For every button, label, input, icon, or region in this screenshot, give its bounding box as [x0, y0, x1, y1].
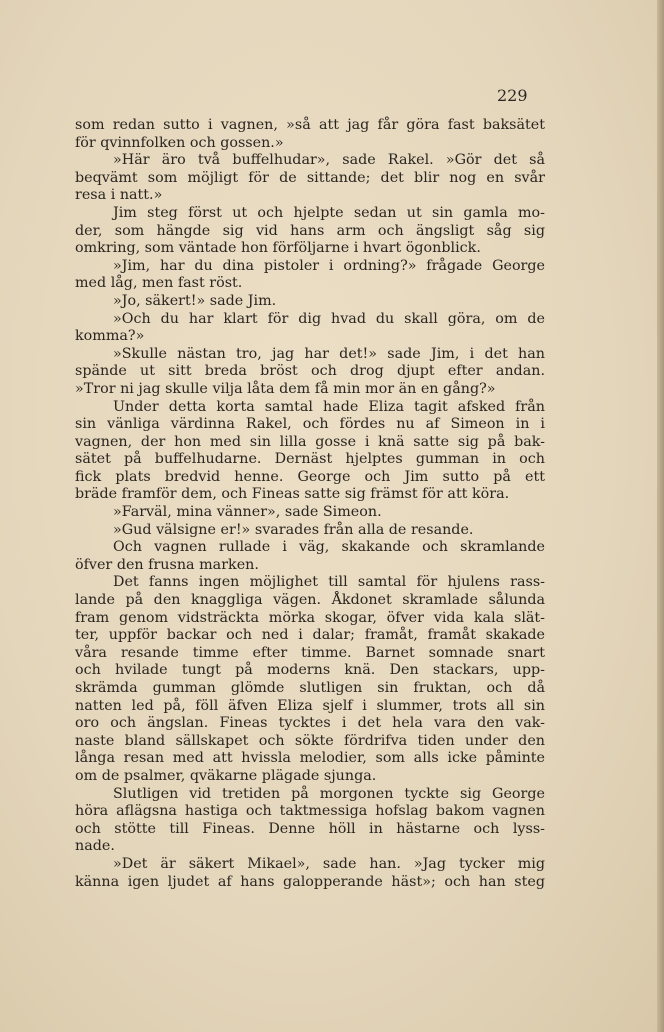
text-line: med låg, men fast röst. [75, 275, 243, 292]
page-edge [657, 0, 664, 1032]
text-line: »Det är säkert Mikael», sade han. »Jag tycker mig [113, 855, 545, 872]
text-line: beqvämt som möjligt för de sittande; det blir nog en svår [75, 169, 545, 186]
text-line: om de psalmer, qväkarne plägade sjunga. [75, 767, 377, 784]
text-line: höra aflägsna hastiga och taktmessiga hofslag bakom vagnen [75, 803, 545, 820]
text-line: fick plats bredvid henne. George och Jim sutto på ett [75, 468, 545, 485]
text-line: naste bland sällskapet och sökte fördrifva tiden under den [75, 732, 545, 749]
text-line: »Jim, har du dina pistoler i ordning?» frågade George [113, 257, 545, 274]
text-line: oro och ängslan. Fineas tycktes i det hela vara den vak- [75, 715, 545, 732]
text-line: komma?» [75, 328, 145, 345]
text-line: »Farväl, mina vänner», sade Simeon. [113, 504, 382, 521]
text-line: »Här äro två buffelhudar», sade Rakel. »Gör det så [113, 152, 545, 169]
text-line: der, som hängde sig vid hans arm och ängsligt såg sig [75, 222, 545, 239]
text-line: långa resan med att hvissla melodier, som alls icke påminte [75, 750, 545, 767]
text-line: våra resande timme efter timme. Barnet somnade snart [75, 644, 545, 661]
text-line: »Tror ni jag skulle vilja låta dem få min mor än en gång?» [75, 380, 496, 397]
body-text [75, 117, 545, 891]
text-line: Det fanns ingen möjlighet till samtal för hjulens rass- [113, 574, 545, 591]
text-line: lande på den knaggliga vägen. Åkdonet skramlade sålunda [75, 592, 545, 609]
text-line: nade. [75, 838, 115, 855]
text-line: skrämda gumman glömde slutligen sin fruktan, och då [75, 680, 545, 696]
text-line: natten led på, föll äfven Eliza sjelf i slummer, trots all sin [75, 697, 545, 714]
text-line: Slutligen vid tretiden på morgonen tyckte sig George [113, 785, 545, 802]
text-line: ter, uppför backar och ned i dalar; framåt, framåt skakade [75, 627, 545, 644]
text-line: som redan sutto i vagnen, »så att jag får göra fast baksätet [75, 117, 545, 133]
text-line: känna igen ljudet af hans galopperande häst»; och han steg [75, 873, 545, 890]
text-line: och hvilade tungt på moderns knä. Den stackars, upp- [75, 662, 545, 679]
page-number: 229 [497, 86, 528, 105]
text-line: »Gud välsigne er!» svarades från alla de resande. [113, 521, 474, 538]
text-line: omkring, som väntade hon förföljarne i hvart ögonblick. [75, 240, 481, 257]
text-line: spände ut sitt breda bröst och drog djupt efter andan. [75, 363, 545, 380]
text-line: »Och du har klart för dig hvad du skall göra, om de [113, 310, 545, 327]
text-line: »Jo, säkert!» sade Jim. [113, 292, 277, 309]
text-line: sätet på buffelhudarne. Dernäst hjelptes gumman in och [75, 451, 545, 468]
text-line: sin vänliga värdinna Rakel, och fördes nu af Simeon in i [75, 416, 545, 433]
text-line: fram genom vidsträckta mörka skogar, öfver vida kala slät- [75, 609, 545, 626]
text-line: för qvinnfolken och gossen.» [75, 134, 284, 151]
text-line: Under detta korta samtal hade Eliza tagit afsked från [113, 398, 545, 415]
text-line: vagnen, der hon med sin lilla gosse i knä satte sig på bak- [75, 433, 545, 450]
text-line: »Skulle nästan tro, jag har det!» sade Jim, i det han [113, 345, 545, 362]
text-line: och stötte till Fineas. Denne höll in hästarne och lyss- [75, 820, 545, 837]
text-line: resa i natt.» [75, 187, 163, 204]
text-line: Jim steg först ut och hjelpte sedan ut sin gamla mo- [113, 204, 545, 221]
text-line: bräde framför dem, och Fineas satte sig främst för att köra. [75, 486, 510, 503]
text-line: öfver den frusna marken. [75, 556, 259, 573]
text-line: Och vagnen rullade i väg, skakande och skramlande [113, 539, 545, 556]
